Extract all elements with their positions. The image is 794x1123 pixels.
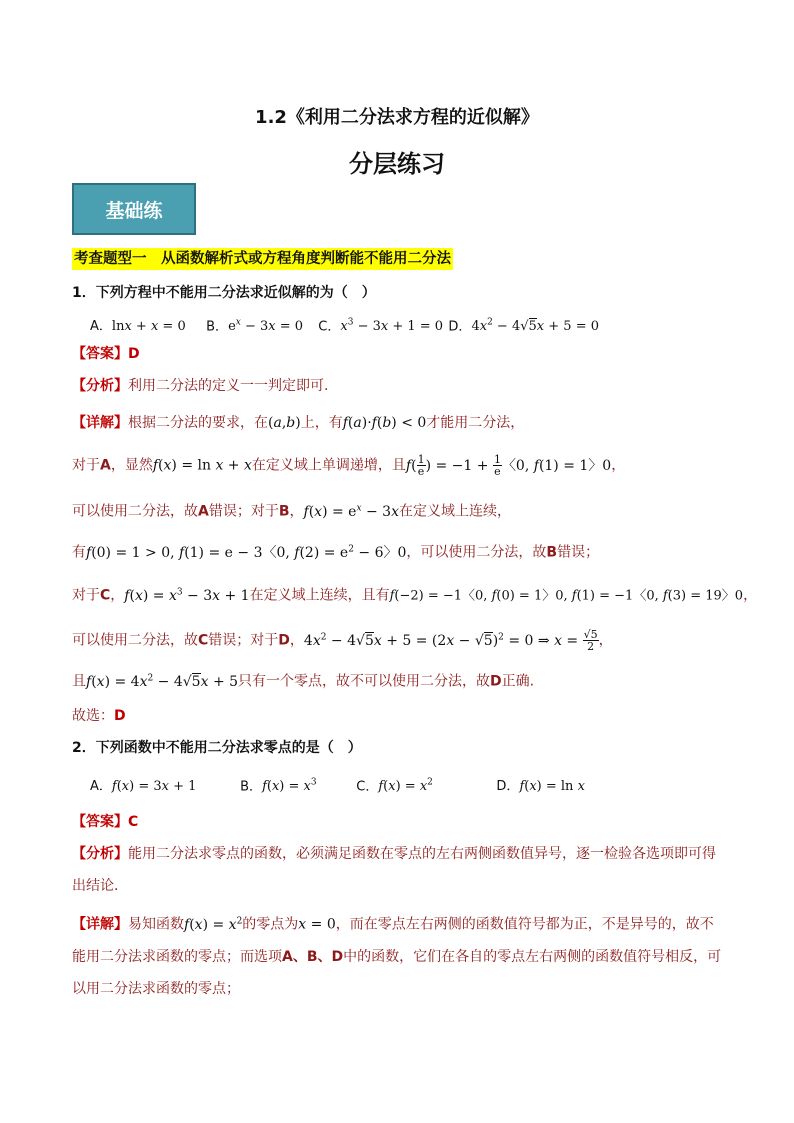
q1-option-c: C．$x^3 - 3x + 1 = 0$ [318,318,444,335]
q1-stem: 1．下列方程中不能用二分法求近似解的为（ ） [72,285,376,301]
q2-option-a: A．f(x) = 3x + 1 [90,779,197,795]
q1-detail-line-7: 且$f(x) = 4x^2 - 4√5x + 5$只有一个零点，故不可以使用二分法，故D正确. [72,673,535,690]
q1-answer: 【答案】D [72,346,140,362]
q1-options [90,313,599,337]
q1-detail-line-2: 对于A，显然f(x) = ln x + x在定义域上单调递增，且f( $\frac{1}{e}$ ) = −1 + $\frac{1}{e}$ 〈0, f(1) = 1〉0， [72,453,626,478]
q1-detail-line-6: 可以使用二分法，故C错误；对于D，$4x^2 - 4√5x + 5 = (2x - √5)^2 = 0$ ⇒ x = $\frac{√5}{2}$ ， [72,628,613,654]
q1-detail-line-1: 【详解】根据二分法的要求，在(a,b)上，有f(a)·f(b) < 0才能用二分法， [72,415,525,431]
q2-analysis: 【分析】能用二分法求零点的函数，必须满足函数在零点的左右两侧函数值异号，逐一检验各选项即可得出结论. [72,846,716,894]
q1-detail-line-5: 对于C，$f(x) = x^3 - 3x + 1$在定义域上连续，且有f(−2) = −1〈0, f(0) = 1〉0, f(1) = −1〈0, f(3) = 19〉0， [72,587,758,604]
q1-analysis: 【分析】利用二分法的定义一一判定即可. [72,378,329,394]
page-title: 1.2《利用二分法求方程的近似解》 [255,107,539,128]
q1-option-d: D．$4x^2 - 4√5x + 5 = 0$ [448,318,599,335]
q2-options [90,773,585,797]
q2-option-d: D．f(x) = ln x [496,779,585,795]
q2-option-c: C．$f(x) = x^2$ [356,778,433,795]
page-subtitle: 分层练习 [349,149,445,178]
q1-detail-line-3: 可以使用二分法，故A错误；对于B，$f(x) = e^x - 3x$在定义域上连续， [72,503,511,520]
level-badge: 基础练 [72,183,196,235]
q2-option-b: B．$f(x) = x^3$ [240,778,317,795]
q2-answer: 【答案】C [72,814,139,830]
q1-option-b: B．$e^x - 3x = 0$ [206,318,304,335]
q2-stem: 2．下列函数中不能用二分法求零点的是（ ） [72,740,362,756]
q2-detail: 【详解】易知函数$f(x) = x^2$的零点为x = 0，而在零点左右两侧的函数值符号都为正，不是异号的，故不能用二分法求函数的零点；而选项A、B、D中的函数，它们在各自的零点左右两侧的函数值符号相反，可以用二分法求函数的零点； [72,916,722,997]
q1-option-a: A．lnx + x = 0 [90,319,186,335]
section-heading: 考查题型一 从函数解析式或方程角度判断能不能用二分法 [72,248,453,270]
q1-conclusion: 故选：D [72,708,126,724]
q1-detail-line-4: 有f(0) = 1 > 0, f(1) = e − 3〈0, $f(2) = e^2 - 6$〉0，可以使用二分法，故B错误； [72,544,600,561]
